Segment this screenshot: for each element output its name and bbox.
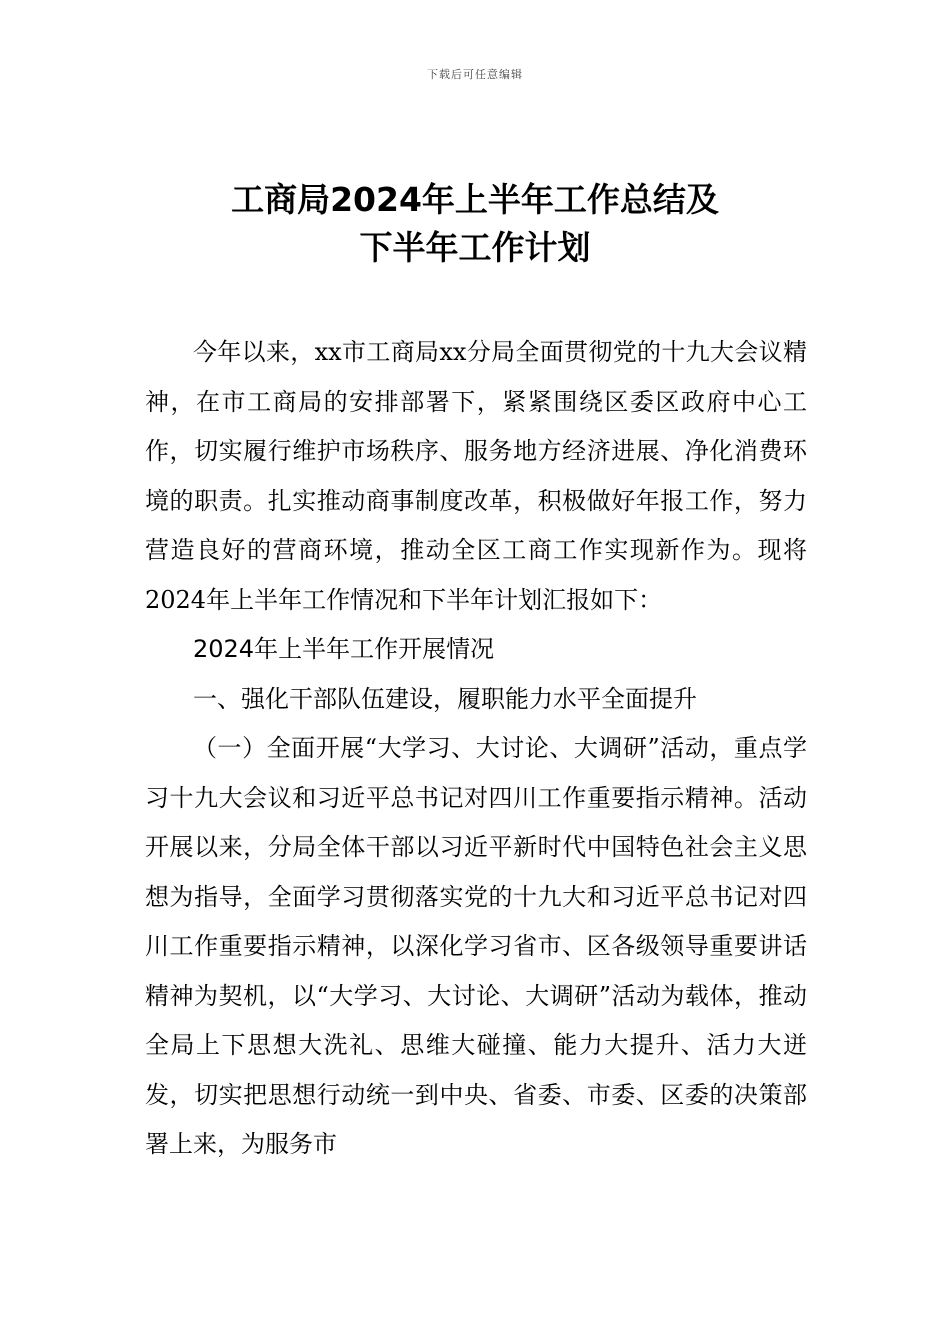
subsection-heading: 一、强化干部队伍建设，履职能力水平全面提升 (193, 684, 697, 713)
section-heading: 2024年上半年工作开展情况 (193, 635, 495, 663)
body-paragraph: （一）全面开展“大学习、大讨论、大调研”活动，重点学习十九大会议和习近平总书记对四川工作重要指示精神。活动开展以来，分局全体干部以习近平新时代中国特色社会主义思想为指导，全面学习贯彻落实党的十九大和习近平总书记对四川工作重要指示精神，以深化学习省市、区各级领导重要讲话精神为契机，以“大学习、大讨论、大调研”活动为载体，推动全局上下思想大洗礼、思维大碰撞、能力大提升、活力大迸发，切实把思想行动统一到中央、省委、市委、区委的决策部署上来，为服务市 (145, 734, 807, 1158)
intro-paragraph: 今年以来，xx市工商局xx分局全面贯彻党的十九大会议精神，在市工商局的安排部署下，紧紧围绕区委区政府中心工作，切实履行维护市场秩序、服务地方经济进展、净化消费环境的职责。扎实推动商事制度改革，积极做好年报工作，努力营造良好的营商环境，推动全区工商工作实现新作为。现将2024年上半年工作情况和下半年计划汇报如下： (145, 338, 807, 614)
title-line-1: 工商局2024年上半年工作总结及 (231, 180, 719, 219)
page-title (0, 176, 950, 272)
document-body (145, 328, 807, 1170)
header-note: 下载后可任意编辑 (427, 68, 523, 81)
title-line-2: 下半年工作计划 (359, 228, 591, 267)
